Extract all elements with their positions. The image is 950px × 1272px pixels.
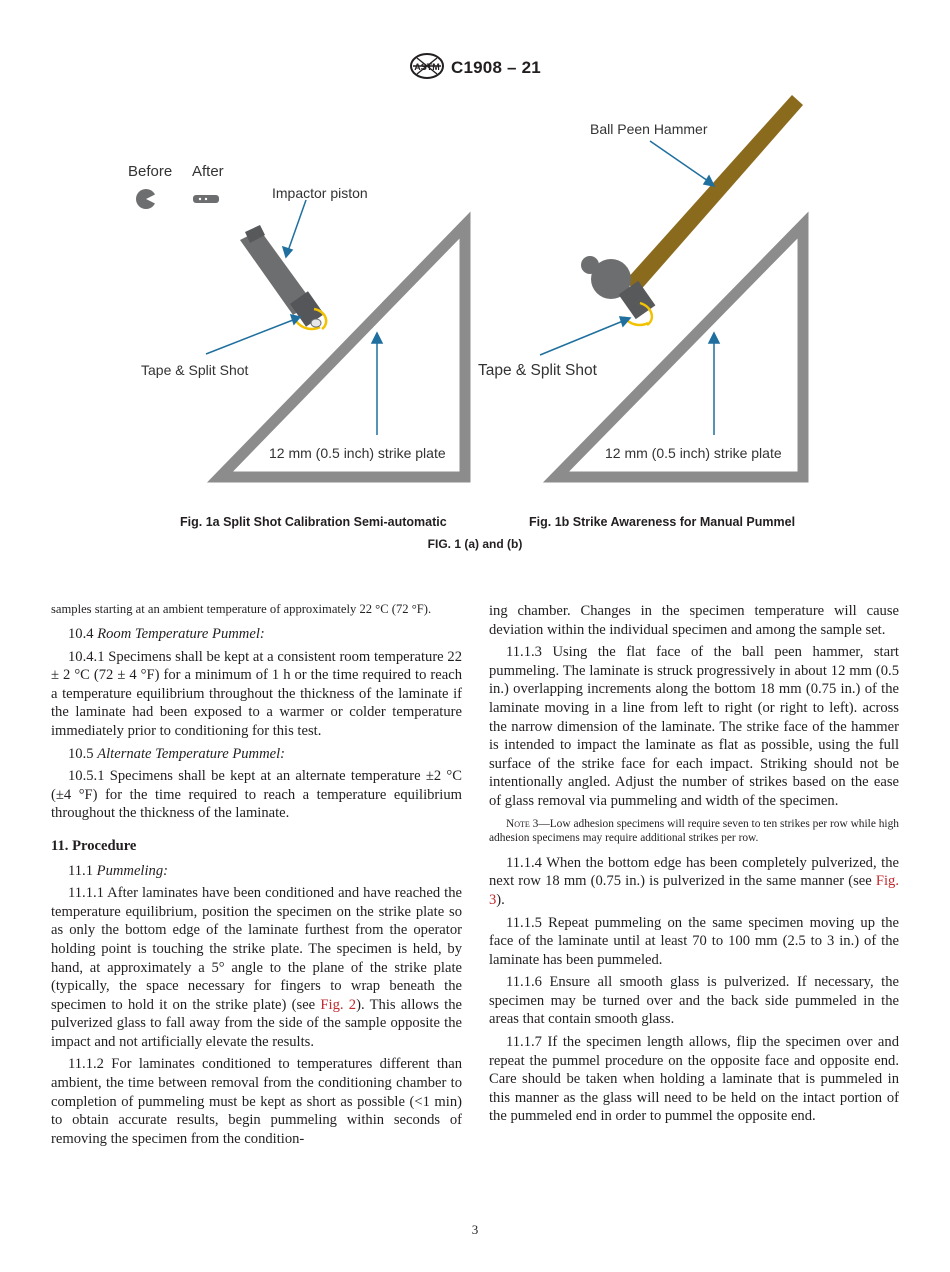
paragraph-continuation-right: ing chamber. Changes in the specimen temperature will cause deviation within the individual specimen and among the sample set. xyxy=(489,603,899,638)
astm-logo xyxy=(409,52,445,80)
logo-text: ASTM xyxy=(414,62,440,72)
hammer-label: Ball Peen Hammer xyxy=(590,121,708,137)
standard-designation: C1908 – 21 xyxy=(451,58,541,77)
paragraph-10-5-1: 10.5.1 Specimens shall be kept at an alternate temperature ±2 °C (±4 °F) for the time required to reach a temperature equilibrium throughout the thickness of the laminate. xyxy=(51,768,462,822)
tape-label-a: Tape & Split Shot xyxy=(141,362,249,378)
section-10-5-heading: 10.5 Alternate Temperature Pummel: xyxy=(68,745,285,762)
astm-logo-icon xyxy=(409,52,445,80)
section-11-1-heading: 11.1 Pummeling: xyxy=(68,862,168,879)
impactor-piston-icon xyxy=(240,225,326,329)
page-number: 3 xyxy=(471,1222,479,1237)
paragraph-11-1-5: 11.1.5 Repeat pummeling on the same specimen moving up the face of the laminate until at least 70 to 100 mm (2.5 to 3 in.) of the laminate has been pummeled. xyxy=(489,914,899,968)
fig-2-link[interactable]: Fig. 2 xyxy=(320,996,357,1013)
tape-label-b: Tape & Split Shot xyxy=(478,362,597,379)
before-shot-icon xyxy=(136,189,160,209)
section-10-4-heading: 10.4 Room Temperature Pummel: xyxy=(68,626,265,642)
paragraph-11-1-1: 11.1.1 After laminates have been conditioned and have reached the temperature equilibrium, position the specimen on the strike plate so as only the bottom edge of the laminate furthest from the operator holding point is touching the strike plate. The specimen is held, by hand, at approximately a 5° angle to the plane of the strike plate (typically, the space necessary for fingers to wrap beneath the specimen to hold it on the strike plate) (see Fig. 2). This allows the pulverized glass to fall away from the side of the sample opposite the impact and not artificially elevate the results. xyxy=(51,885,463,1050)
paragraph-10-4-1: 10.4.1 Specimens shall be kept at a consistent room temperature 22 ± 2 °C (72 ± 4 °F) for a minimum of 1 h or the time required to reach a temperature equilibrium throughout the thickness of the laminate if the laminate had been exposed to a warmer or colder temperature immediately prior to conditioning for this test. xyxy=(51,648,462,739)
impactor-label: Impactor piston xyxy=(272,185,368,201)
paragraph-11-1-7: 11.1.7 If the specimen length allows, flip the specimen over and repeat the pummel procedure on the opposite face and opposite end. Care should be taken when holding a laminate that is pummeled in this manner as the glass will need to be held on the intact portion of the pummeled end in order to pummel the opposite end. xyxy=(489,1034,899,1125)
right-column xyxy=(489,602,899,1130)
note-3: Note 3—Low adhesion specimens will require seven to ten strikes per row while high adhesion specimens may require additional strikes per row. xyxy=(489,817,899,845)
caption-1a: Fig. 1a Split Shot Calibration Semi-automatic xyxy=(180,515,447,529)
before-label: Before xyxy=(128,163,173,180)
paragraph-continuation: samples starting at an ambient temperature of approximately 22 °C (72 °F). xyxy=(51,602,432,616)
paragraph-11-1-3: 11.1.3 Using the flat face of the ball peen hammer, start pummeling. The laminate is struck progressively in about 12 mm (0.5 in.) overlapping increments along the bottom 18 mm (0.75 in.) of the laminate moving in a line from left to right (or right to left). across the narrow dimension of the laminate. The strike face of the hammer is intended to impact the laminate as flat as possible, using the full surface of the strike face for each impact. Striking should not be intentionally angled. Adjust the number of strikes based on the ease of glass removal via pummeling and width of the specimen. xyxy=(489,644,899,809)
plate-label-b: 12 mm (0.5 inch) strike plate xyxy=(605,445,782,461)
left-column xyxy=(51,602,462,1152)
paragraph-11-1-2: 11.1.2 For laminates conditioned to temperatures different than ambient, the time between removal from the conditioning chamber to completion of pummeling must be kept as short as possible (<1 min) to obtain accurate results, begin pummeling within seconds of removing the specimen from the condition- xyxy=(51,1056,462,1147)
paragraph-11-1-4: 11.1.4 When the bottom edge has been completely pulverized, the next row 18 mm (0.75 in.) is pulverized in the same manner (see Fig. 3). xyxy=(489,854,899,908)
paragraph-11-1-6: 11.1.6 Ensure all smooth glass is pulverized. If necessary, the specimen may be turned over and the back side pummeled in the areas that contain smooth glass. xyxy=(489,974,899,1028)
caption-1b: Fig. 1b Strike Awareness for Manual Pummel xyxy=(529,515,796,529)
after-label: After xyxy=(192,163,224,180)
fig-3-link[interactable]: Fig. 3 xyxy=(489,873,899,908)
plate-label-a: 12 mm (0.5 inch) strike plate xyxy=(269,445,446,461)
figure-caption: FIG. 1 (a) and (b) xyxy=(427,537,523,551)
after-shot-icon xyxy=(193,195,219,203)
section-11-heading: 11. Procedure xyxy=(51,837,137,854)
